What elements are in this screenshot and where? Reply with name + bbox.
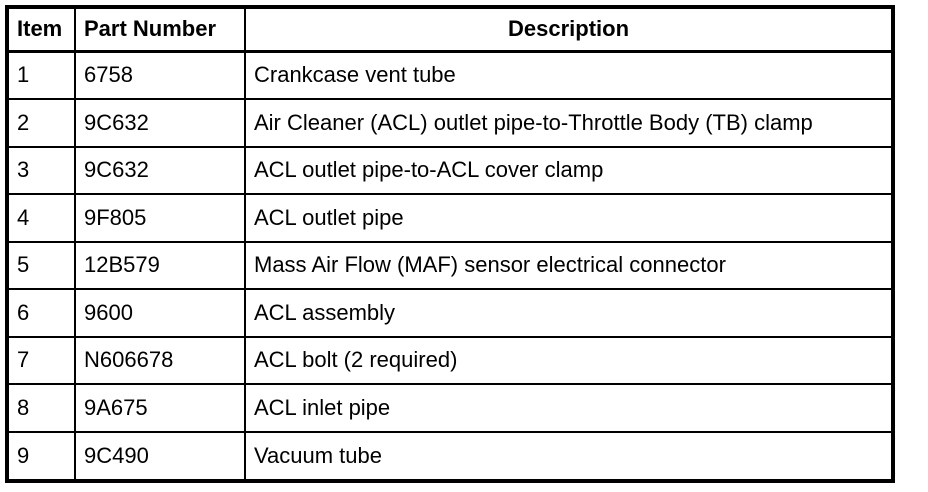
description-cell: ACL assembly	[245, 289, 893, 336]
header-row	[7, 7, 893, 51]
part-number-cell: 9600	[75, 289, 245, 336]
description-cell: Crankcase vent tube	[245, 51, 893, 99]
description-cell: ACL outlet pipe	[245, 194, 893, 241]
part-number-cell: 6758	[75, 51, 245, 99]
table-row	[7, 147, 893, 194]
description-cell: Mass Air Flow (MAF) sensor electrical connector	[245, 242, 893, 289]
item-cell: 2	[7, 99, 75, 146]
description-cell: Vacuum tube	[245, 432, 893, 481]
item-cell: 1	[7, 51, 75, 99]
table-row	[7, 99, 893, 146]
table-row	[7, 337, 893, 384]
part-number-cell: 9C632	[75, 99, 245, 146]
item-cell: 9	[7, 432, 75, 481]
part-number-cell: 9F805	[75, 194, 245, 241]
table-row	[7, 289, 893, 336]
item-cell: 7	[7, 337, 75, 384]
header-part-number: Part Number	[75, 7, 245, 51]
part-number-cell: 9C632	[75, 147, 245, 194]
item-cell: 6	[7, 289, 75, 336]
description-cell: ACL outlet pipe-to-ACL cover clamp	[245, 147, 893, 194]
part-number-cell: 12B579	[75, 242, 245, 289]
item-cell: 8	[7, 384, 75, 431]
description-cell: ACL inlet pipe	[245, 384, 893, 431]
item-cell: 5	[7, 242, 75, 289]
table-row	[7, 432, 893, 481]
description-cell: Air Cleaner (ACL) outlet pipe-to-Throttle Body (TB) clamp	[245, 99, 893, 146]
item-cell: 3	[7, 147, 75, 194]
table-row	[7, 51, 893, 99]
part-number-cell: N606678	[75, 337, 245, 384]
parts-table-body	[7, 51, 893, 481]
description-cell: ACL bolt (2 required)	[245, 337, 893, 384]
table-row	[7, 242, 893, 289]
part-number-cell: 9C490	[75, 432, 245, 481]
item-cell: 4	[7, 194, 75, 241]
table-row	[7, 194, 893, 241]
parts-table-header	[7, 7, 893, 51]
table-row	[7, 384, 893, 431]
header-item: Item	[7, 7, 75, 51]
header-description: Description	[245, 7, 893, 51]
parts-table	[5, 5, 895, 483]
part-number-cell: 9A675	[75, 384, 245, 431]
